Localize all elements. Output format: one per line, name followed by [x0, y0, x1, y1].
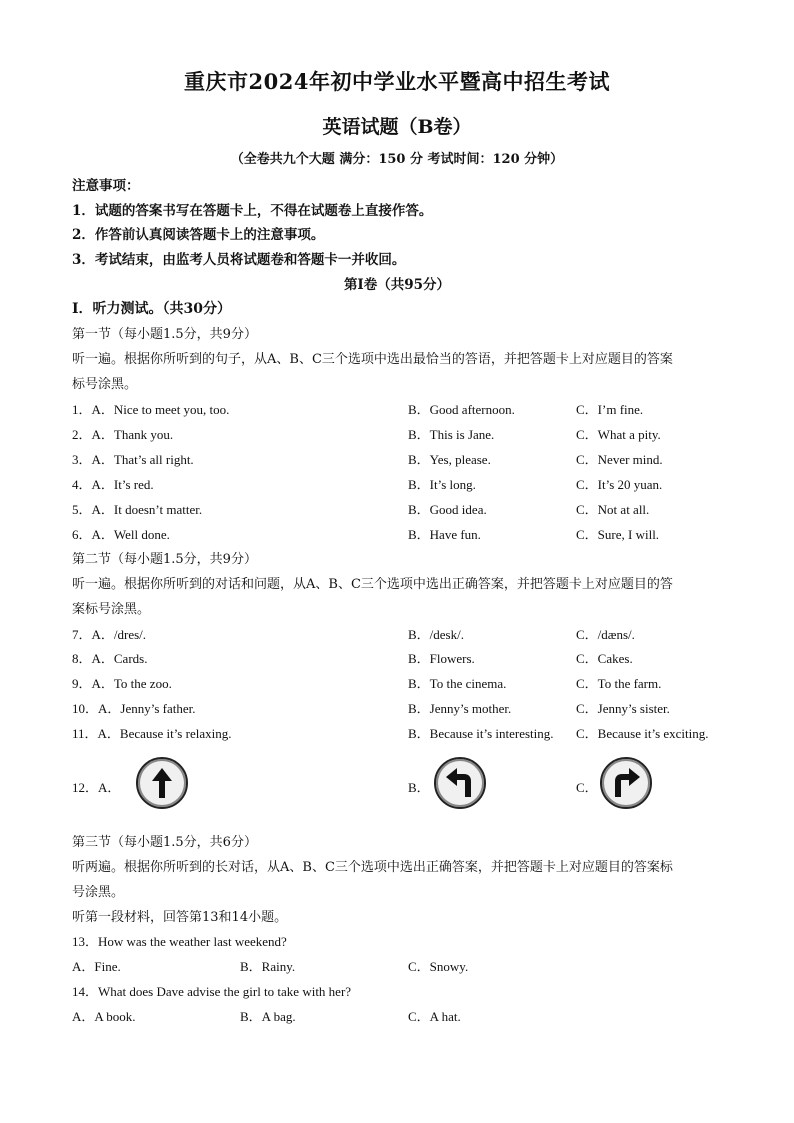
option-c: C．It’s 20 yuan. [576, 477, 663, 492]
sec3-heading: 第三节（每小题1.5分，共6分） [72, 835, 257, 850]
option-c: C． [576, 780, 598, 795]
option-a: 12．A． [72, 780, 121, 795]
sec3-instr: 听两遍。根据你所听到的长对话，从A、B、C三个选项中选出正确答案，并把答题卡上对应题目的答案标 [72, 860, 673, 875]
option-c: C．I’m fine. [576, 402, 644, 417]
option-b: B．Rainy. [240, 959, 296, 974]
exam-subtitle: 英语试题（B卷） [322, 116, 472, 138]
right-turn-sign-icon [600, 757, 652, 809]
option-a: 4．A．It’s red. [72, 477, 154, 492]
option-c: C．Jenny’s sister. [576, 701, 670, 716]
option-a: 2．A．Thank you. [72, 427, 174, 442]
option-b: B．To the cinema. [408, 676, 507, 691]
option-c: C．Sure, I will. [576, 527, 660, 542]
option-a: 8．A．Cards. [72, 651, 148, 666]
option-b: B．Flowers. [408, 651, 475, 666]
exam-info: （全卷共九个大题 满分：150 分 考试时间：120 分钟） [230, 152, 564, 167]
sec2-instr: 听一遍。根据你所听到的对话和问题，从A、B、C三个选项中选出正确答案，并把答题卡上对应题目的答 [72, 577, 673, 592]
option-c: C．Never mind. [576, 452, 663, 467]
left-turn-sign-icon [434, 757, 486, 809]
option-a: 5．A．It doesn’t matter. [72, 502, 203, 517]
option-b: B．Good afternoon. [408, 402, 515, 417]
section-title: Ⅰ．听力测试。（共30分） [72, 301, 232, 317]
option-b: B．Jenny’s mother. [408, 701, 512, 716]
sec1-heading: 第一节（每小题1.5分，共9分） [72, 327, 257, 342]
sec1-instr-2: 标号涂黑。 [72, 377, 138, 392]
option-c: C．What a pity. [576, 427, 661, 442]
part-title: 第Ⅰ卷（共95分） [343, 277, 451, 293]
sec3-instr-2: 号涂黑。 [72, 885, 125, 900]
option-b: B．Have fun. [408, 527, 481, 542]
note-item: 3．考试结束，由监考人员将试题卷和答题卡一并收回。 [72, 252, 406, 268]
option-b: B．It’s long. [408, 477, 476, 492]
option-c: C．/dæns/. [576, 627, 635, 642]
sec1-instr: 听一遍。根据你所听到的句子，从A、B、C三个选项中选出最恰当的答语，并把答题卡上对应题目的答案 [72, 352, 673, 367]
option-a: 6．A．Well done. [72, 527, 170, 542]
option-a: 10．A．Jenny’s father. [72, 701, 196, 716]
option-b: B．Because it’s interesting. [408, 726, 554, 741]
option-c: C．Cakes. [576, 651, 633, 666]
option-b: B．Yes, please. [408, 452, 491, 467]
option-a: 3．A．That’s all right. [72, 452, 194, 467]
option-c: C．Not at all. [576, 502, 650, 517]
option-c: C．A hat. [408, 1009, 461, 1024]
option-c: C．To the farm. [576, 676, 662, 691]
note-item: 1．试题的答案书写在答题卡上，不得在试题卷上直接作答。 [72, 203, 433, 219]
option-c: C．Because it’s exciting. [576, 726, 709, 741]
option-a: 9．A．To the zoo. [72, 676, 172, 691]
option-b: B．/desk/. [408, 627, 464, 642]
sec3-material: 听第一段材料，回答第13和14小题。 [72, 910, 288, 925]
notes-heading: 注意事项： [72, 178, 140, 194]
option-a: 11．A．Because it’s relaxing. [72, 726, 232, 741]
sec2-heading: 第二节（每小题1.5分，共9分） [72, 552, 257, 567]
option-b: B．This is Jane. [408, 427, 495, 442]
straight-arrow-sign-icon [136, 757, 188, 809]
option-a: 1．A．Nice to meet you, too. [72, 402, 230, 417]
note-item: 2．作答前认真阅读答题卡上的注意事项。 [72, 227, 325, 243]
option-b: B．A bag. [240, 1009, 296, 1024]
option-b: B． [408, 780, 430, 795]
option-c: C．Snowy. [408, 959, 469, 974]
option-a: A．Fine. [72, 959, 121, 974]
sec2-instr-2: 案标号涂黑。 [72, 602, 151, 617]
option-a: A．A book. [72, 1009, 136, 1024]
option-a: 7．A．/dres/. [72, 627, 147, 642]
q13-stem: 13．How was the weather last weekend? [72, 934, 287, 949]
q14-stem: 14．What does Dave advise the girl to take with her? [72, 984, 352, 999]
exam-title: 重庆市2024年初中学业水平暨高中招生考试 [184, 69, 610, 94]
option-b: B．Good idea. [408, 502, 487, 517]
